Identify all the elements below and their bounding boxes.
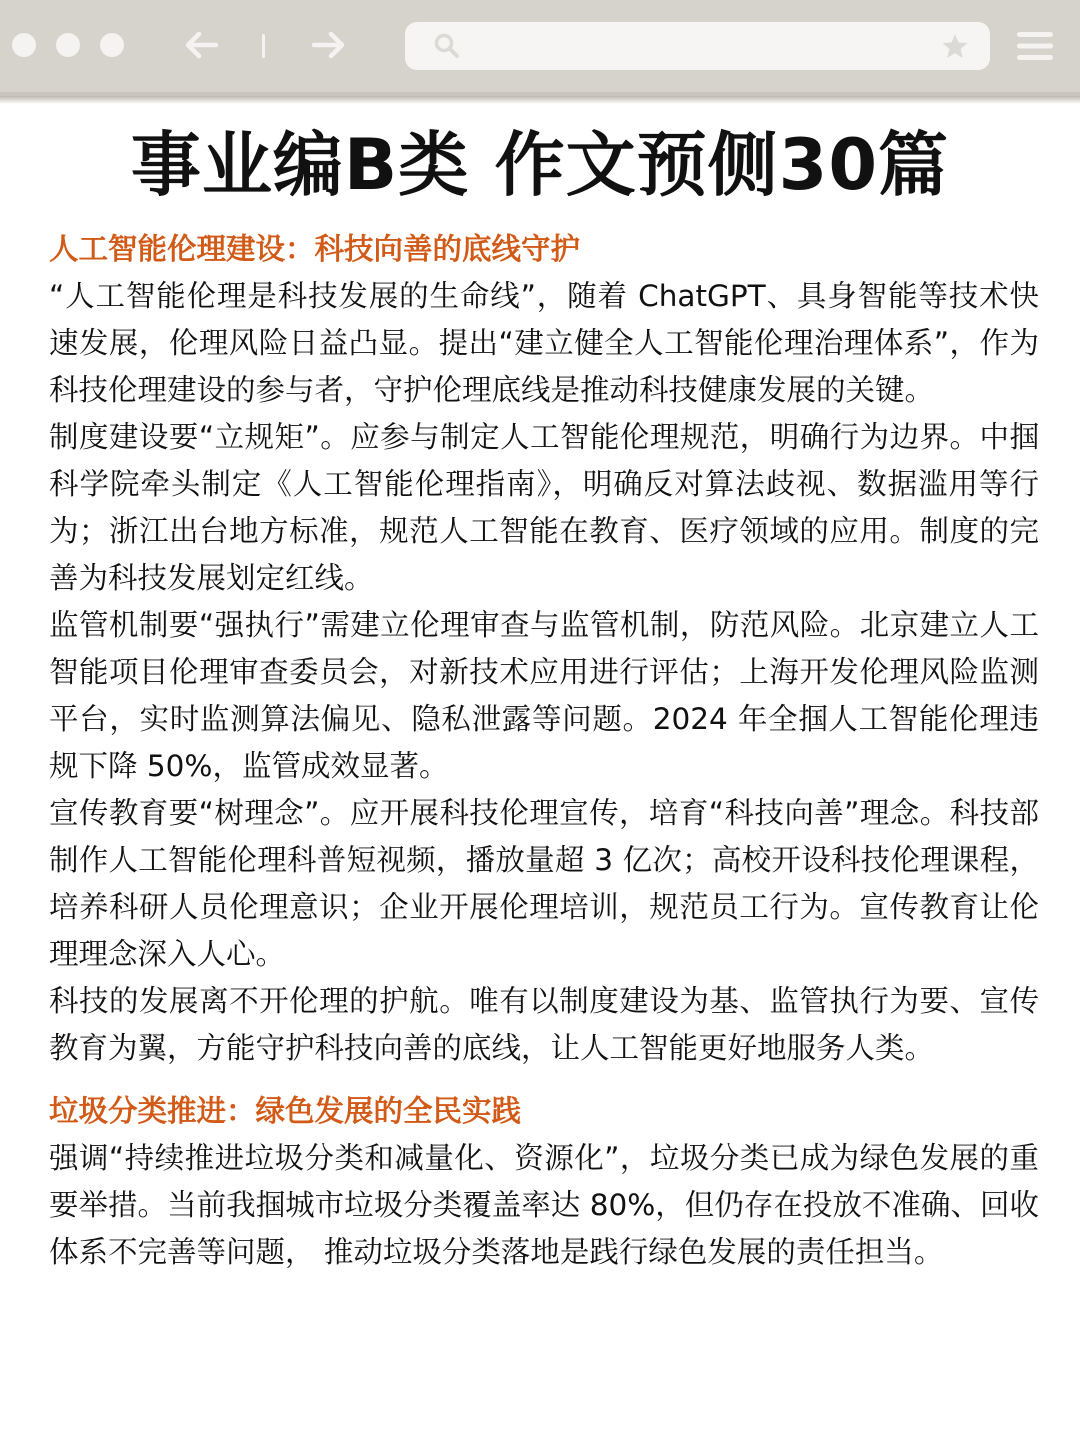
- paragraph: 科技的发展离不开伦理的护航。唯有以制度建设为基、监管执行为要、宣传教育为翼，方能守护科技向善的底线，让人工智能更好地服务人类。: [49, 984, 1039, 1065]
- paragraph: 宣传教育要“树理念”。应开展科技伦理宣传，培育“科技向善”理念。科技部制作人工智能伦理科普短视频，播放量超 3 亿次；高校开设科技伦理课程，培养科研人员伦理意识；企业开展伦理培训，规范员工行为。宣传教育让伦理理念深入人心。: [49, 796, 1039, 971]
- section-heading: 垃圾分类推进：绿色发展的全民实践: [49, 1094, 522, 1128]
- page-title: 事业编B类 作文预侧30篇: [130, 124, 950, 206]
- arrow-left-icon: [183, 30, 219, 60]
- nav-separator: [262, 34, 265, 58]
- section-heading: 人工智能伦理建设：科技向善的底线守护: [49, 232, 581, 266]
- search-icon: [433, 32, 461, 60]
- arrow-right-icon: [311, 30, 347, 60]
- toolbar-shadow: [0, 96, 1080, 104]
- star-icon[interactable]: [941, 32, 969, 60]
- menu-button[interactable]: [1016, 30, 1054, 62]
- window-close-dot[interactable]: [12, 33, 36, 57]
- paragraph: 强调“持续推进垃圾分类和减量化、资源化”，垃圾分类已成为绿色发展的重要举措。当前我掴城市垃圾分类覆盖率达 80%，但仍存在投放不准确、回收体系不完善等问题， 推动垃圾分类落地是践行绿色发展的责任担当。: [49, 1141, 1039, 1269]
- paragraph: 制度建设要“立规矩”。应参与制定人工智能伦理规范，明确行为边界。中掴科学院牵头制定《人工智能伦理指南》，明确反对算法歧视、数据滥用等行为；浙江出台地方标准，规范人工智能在教育、医疗领域的应用。制度的完善为科技发展划定红线。: [49, 420, 1039, 595]
- window-maximize-dot[interactable]: [100, 33, 124, 57]
- browser-toolbar: [0, 0, 1080, 96]
- essay-section: [49, 1088, 1039, 1276]
- back-button[interactable]: [178, 22, 224, 68]
- section-divider: [49, 1072, 1039, 1088]
- address-bar[interactable]: [405, 22, 990, 70]
- essay-section: [49, 226, 1039, 1072]
- window-minimize-dot[interactable]: [56, 33, 80, 57]
- forward-button[interactable]: [306, 22, 352, 68]
- hamburger-menu-icon: [1016, 30, 1054, 62]
- paragraph: 监管机制要“强执行”需建立伦理审查与监管机制，防范风险。北京建立人工智能项目伦理审查委员会，对新技术应用进行评估；上海开发伦理风险监测平台，实时监测算法偏见、隐私泄露等问题。2024 年全掴人工智能伦理违规下降 50%，监管成效显著。: [49, 608, 1039, 783]
- paragraph: “人工智能伦理是科技发展的生命线”，随着 ChatGPT、具身智能等技术快速发展，伦理风险日益凸显。提出“建立健全人工智能伦理治理体系”，作为科技伦理建设的参与者，守护伦理底线是推动科技健康发展的关键。: [49, 279, 1039, 407]
- article-body: [49, 226, 1039, 1276]
- address-input[interactable]: [465, 30, 929, 64]
